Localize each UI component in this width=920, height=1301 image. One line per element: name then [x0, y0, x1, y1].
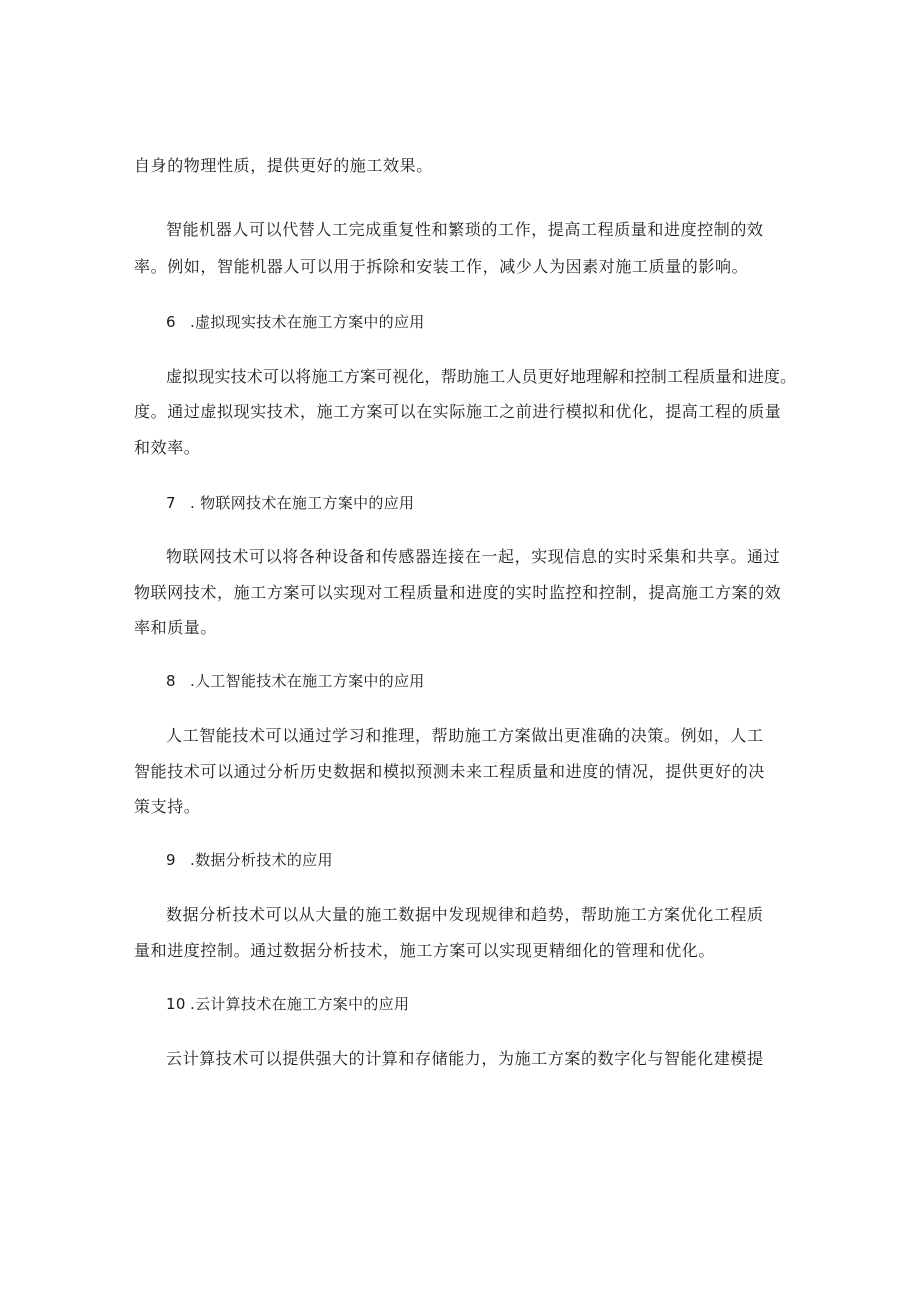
- section-7-line-1: 物联网技术可以将各种设备和传感器连接在一起，实现信息的实时采集和共享。通过: [166, 547, 781, 566]
- section-number: 10: [166, 995, 186, 1013]
- paragraph-robot-line-2: 率。例如，智能机器人可以用于拆除和安装工作，减少人为因素对施工质量的影响。: [134, 257, 749, 276]
- section-6-line-3: 和效率。: [134, 438, 201, 457]
- section-8-line-2: 智能技术可以通过分析历史数据和模拟预测未来工程质量和进度的情况，提供更好的决: [134, 762, 765, 781]
- section-heading-10: [166, 993, 409, 1015]
- section-7-line-2: 物联网技术，施工方案可以实现对工程质量和进度的实时监控和控制，提高施工方案的效: [134, 583, 782, 602]
- section-9-line-1: 数据分析技术可以从大量的施工数据中发现规律和趋势，帮助施工方案优化工程质: [166, 905, 764, 924]
- section-title: . 物联网技术在施工方案中的应用: [190, 494, 415, 512]
- section-title: .人工智能技术在施工方案中的应用: [190, 672, 425, 690]
- section-number: 8: [166, 672, 176, 690]
- section-title: .数据分析技术的应用: [190, 851, 333, 869]
- paragraph-robot-line-1: 智能机器人可以代替人工完成重复性和繁琐的工作，提高工程质量和进度控制的效: [166, 220, 764, 239]
- section-6-line-1: 虚拟现实技术可以将施工方案可视化，帮助施工人员更好地理解和控制工程质量和进度。: [166, 367, 797, 386]
- section-heading-9: [166, 849, 333, 871]
- section-heading-6: [166, 311, 425, 333]
- section-title: .虚拟现实技术在施工方案中的应用: [190, 313, 425, 331]
- section-8-line-1: 人工智能技术可以通过学习和推理，帮助施工方案做出更准确的决策。例如，人工: [166, 726, 764, 745]
- section-number: 9: [166, 851, 176, 869]
- section-heading-7: [166, 492, 414, 514]
- section-9-line-2: 量和进度控制。通过数据分析技术，施工方案可以实现更精细化的管理和优化。: [134, 941, 716, 960]
- section-title: .云计算技术在施工方案中的应用: [190, 995, 410, 1013]
- section-8-line-3: 策支持。: [134, 797, 201, 816]
- paragraph-continuation-line: 自身的物理性质，提供更好的施工效果。: [134, 156, 433, 175]
- section-number: 6: [166, 313, 176, 331]
- section-6-line-2: 度。通过虚拟现实技术，施工方案可以在实际施工之前进行模拟和优化，提高工程的质量: [134, 402, 782, 421]
- section-7-line-3: 率和质量。: [134, 618, 218, 637]
- section-10-line-1: 云计算技术可以提供强大的计算和存储能力，为施工方案的数字化与智能化建模提: [166, 1049, 764, 1068]
- section-heading-8: [166, 670, 425, 692]
- section-number: 7: [166, 494, 176, 512]
